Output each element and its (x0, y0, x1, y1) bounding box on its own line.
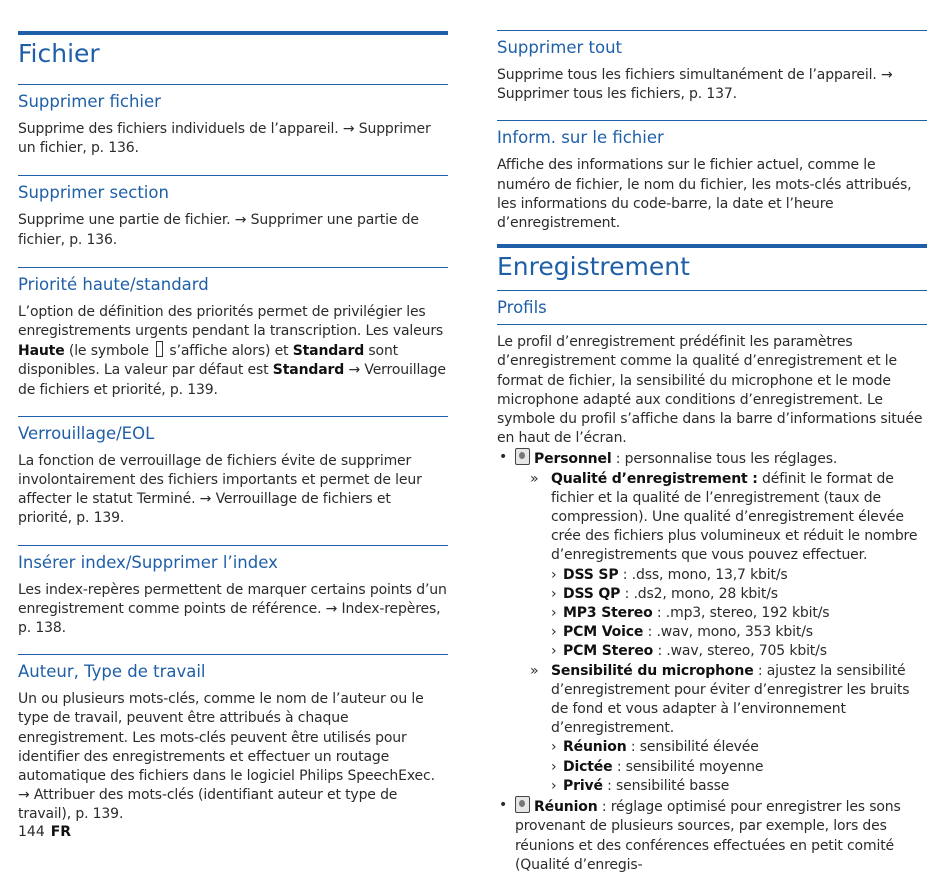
section-title: Insérer index/Supprimer l’index (18, 552, 278, 572)
heading-rule (18, 31, 448, 35)
left-column (18, 0, 448, 825)
section-index (18, 545, 448, 639)
list-item: › PCM Stereo : .wav, stereo, 705 kbit/s (551, 642, 927, 661)
section-text: Affiche des informations sur le fichier actuel, comme le numéro de fichier, le nom du fichier, les mots-clés attribués, les informations du code-barre, la date et l’heure d’enregistrement. (497, 157, 912, 232)
section-text: Le profil d’enregistrement prédéfinit les paramètres d’enregistrement comme la qualité d’enregistrement et le format de fichier, la sensibilité du microphone et le mode microphone adapté aux conditions d’enregistrement. Le symbole du profil s’affiche dans la barre d’informations située en haut de l’écran. (497, 334, 923, 447)
sensitivity-list (551, 738, 927, 796)
section-profils (497, 298, 927, 875)
profile-list (497, 448, 927, 874)
section-title: Supprimer fichier (18, 92, 161, 111)
section-title: Profils (497, 298, 547, 318)
heading-enregistrement: Enregistrement (497, 252, 690, 282)
section-supprimer-section (18, 175, 448, 249)
section-text: Supprime une partie de fichier. → Supprimer une partie de fichier, p. 136. (18, 212, 419, 248)
page-number: 144 (18, 824, 45, 840)
section-title: Supprimer tout (497, 38, 622, 57)
section-inform (497, 120, 927, 233)
section-text: Les index-repères permettent de marquer certains points d’un enregistrement comme points de référence. → Index-repères, p. 138. (18, 581, 447, 637)
section-text: Un ou plusieurs mots-clés, comme le nom de l’auteur ou le type de travail, peuvent être attribués à chaque enregistrement. Les mots-clés peuvent être utilisés pour identifier des enregistrements et effectuer un routage automatique des fichiers dans le logiciel Philips SpeechExec. → Attribuer des mots-clés (identifiant auteur et type de travail), p. 139. (18, 691, 435, 823)
language-code: FR (50, 824, 72, 840)
section-priorite (18, 267, 448, 400)
section-auteur (18, 654, 448, 824)
section-title: Supprimer section (18, 183, 169, 203)
list-item-sensibilite: » Sensibilité du microphone : ajustez la sensibilité d’enregistrement pour éviter d’enregistrer les bruits de fond et vous adapter à l’environnement d’enregistrement. › Réunion : sensibilité élevée › Dictée : sensibilité moyenne › Privé : sensibilité basse (497, 662, 927, 796)
list-item-qualite: » Qualité d’enregistrement : définit le format de fichier et la qualité de l’enregistrement (taux de compression). Une qualité d’enregistrement élevée crée des fichiers plus volumineux et réduit le nombre d’enregistrements que vous pouvez effectuer. › DSS SP : .dss, mono, 13,7 kbit/s › DSS QP : .ds2, mono, 28 kbit/s › MP3 Stereo : .mp3, stereo, 192 kbit/s › PCM Voice : .wav, mono, 353 kbit/s › PCM Stereo : .wav, stereo, 705 kbit/s (497, 470, 927, 662)
heading-underline (497, 290, 927, 291)
list-item-personnel: • Personnel : personnalise tous les réglages. » Qualité d’enregistrement : définit le format de fichier et la qualité de l’enregistrement (taux de compression). Une qualité d’enregistrement élevée crée des fichiers plus volumineux et réduit le nombre d’enregistrements que vous pouvez effectuer. › DSS SP : .dss, mono, 13,7 kbit/s › DSS QP : .ds2, mono, 28 kbit/s › MP3 Stereo : .mp3, stereo, 192 kbit/s › PCM Voice : .wav, mono, 353 kbit/s › PCM Stereo : .wav, stereo, 705 kbit/s » Sensibilité du microphone : ajustez la sensibilité d’enregistrement pour éviter d’enregistrer les bruits de fond et vous adapter à l’environnement d’enregistrement. › Réunion : sensibilité élevée › Dictée : sensibilité moyenne › Privé : sensibilité basse (497, 448, 927, 796)
list-item: › DSS QP : .ds2, mono, 28 kbit/s (551, 585, 927, 604)
right-column (497, 0, 927, 875)
list-item: › Réunion : sensibilité élevée (551, 738, 927, 757)
section-verrouillage (18, 416, 448, 529)
heading-fichier: Fichier (18, 39, 100, 68)
section-title: Priorité haute/standard (18, 274, 209, 294)
section-title: Inform. sur le fichier (497, 128, 664, 148)
section-supprimer-fichier (18, 84, 448, 158)
section-title: Verrouillage/EOL (18, 423, 155, 443)
section-text: Supprime des fichiers individuels de l’appareil. → Supprimer un fichier, p. 136. (18, 121, 431, 157)
heading-rule (497, 244, 927, 248)
meeting-profile-icon (515, 796, 530, 813)
list-item: › PCM Voice : .wav, mono, 353 kbit/s (551, 623, 927, 642)
format-list (551, 566, 927, 662)
page-footer (18, 824, 71, 840)
section-text: Supprime tous les fichiers simultanément de l’appareil. → Supprimer tous les fichiers, p. 137. (497, 67, 893, 103)
section-text: La fonction de verrouillage de fichiers évite de supprimer involontairement des fichiers importants et permet de leur affecter le statut Terminé. → Verrouillage de fichiers et priorité, p. 139. (18, 452, 422, 527)
list-item: › DSS SP : .dss, mono, 13,7 kbit/s (551, 566, 927, 585)
section-title: Auteur, Type de travail (18, 662, 206, 682)
list-item: › Privé : sensibilité basse (551, 777, 927, 796)
priority-flag-icon (156, 341, 163, 357)
section-text: L’option de définition des priorités permet de privilégier les enregistrements urgents pendant la transcription. Les valeurs Haute (le symbole s’affiche alors) et Standard sont disponibles. La valeur par défaut est Standard → Verrouillage de fichiers et priorité, p. 139. (18, 303, 446, 398)
list-item-reunion: • Réunion : réglage optimisé pour enregistrer les sons provenant de plusieurs sources, par exemple, lors des réunions et des conférences effectuées en petit comité (Qualité d’enregis- (497, 796, 927, 875)
personal-profile-icon (515, 448, 530, 465)
list-item: › Dictée : sensibilité moyenne (551, 758, 927, 777)
section-supprimer-tout (497, 30, 927, 104)
list-item: › MP3 Stereo : .mp3, stereo, 192 kbit/s (551, 604, 927, 623)
